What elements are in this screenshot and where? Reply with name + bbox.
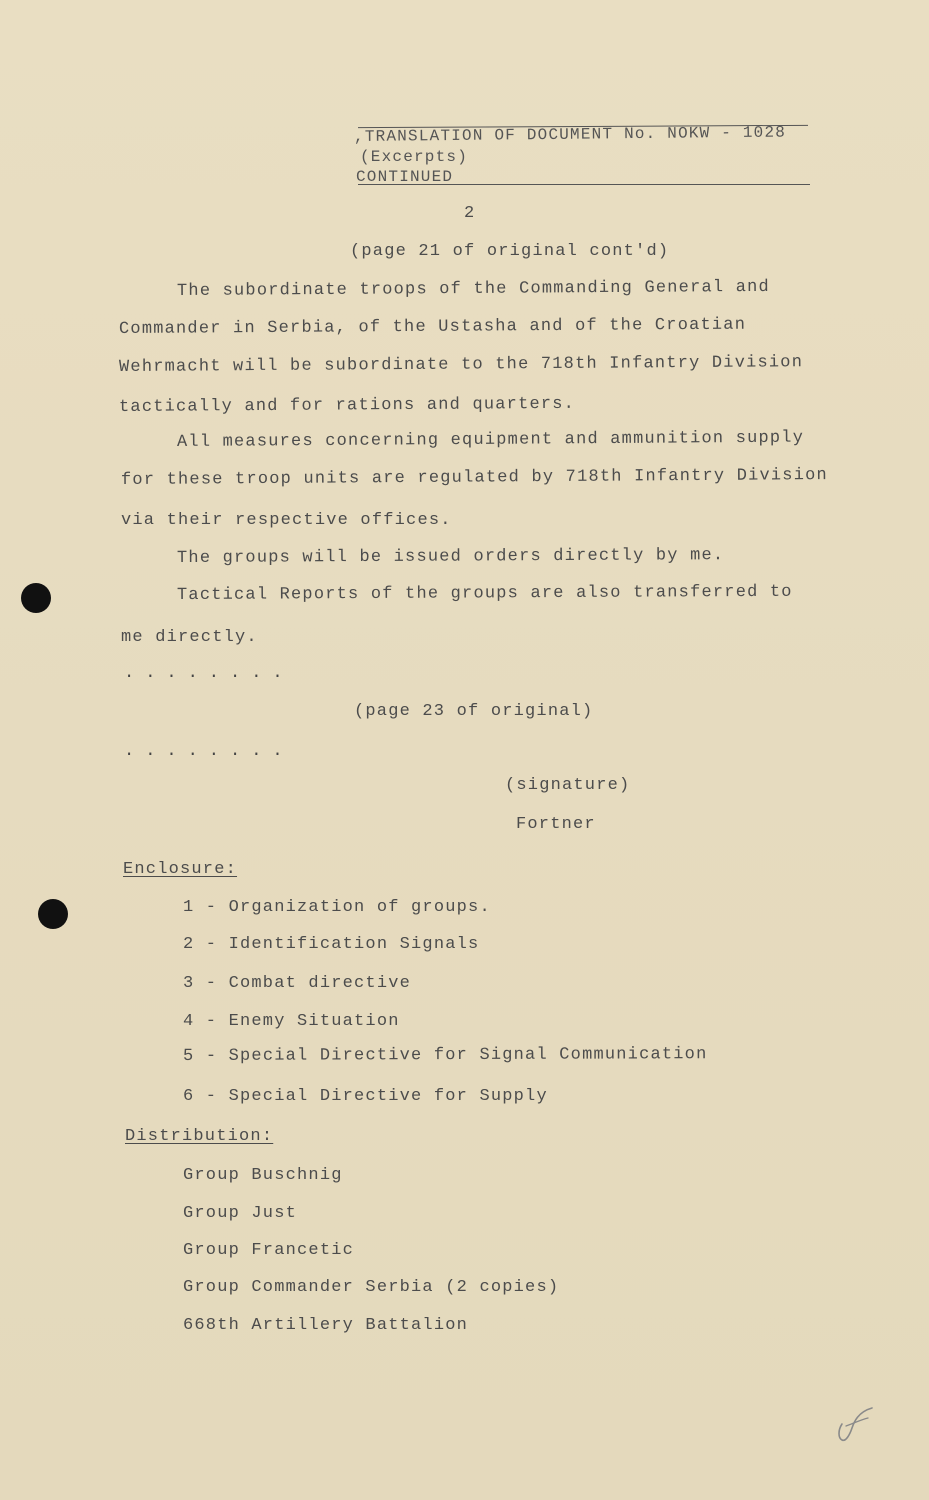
enclosure-item-2: 2 - Identification Signals xyxy=(183,935,480,954)
ellipsis-2: ........ xyxy=(124,742,294,761)
paragraph-2-line-2: for these troop units are regulated by 718th Infantry Division xyxy=(120,466,828,490)
distribution-item-5: 668th Artillery Battalion xyxy=(183,1316,469,1335)
page-number: 2 xyxy=(464,204,476,223)
signature-label: (signature) xyxy=(505,776,631,795)
paragraph-1-line-1: The subordinate troops of the Commanding General and xyxy=(176,277,770,301)
paragraph-1-line-4: tactically and for rations and quarters. xyxy=(118,394,576,417)
paragraph-4-line-2: me directly. xyxy=(121,628,258,647)
paragraph-1-line-2: Commander in Serbia, of the Ustasha and of the Croatian xyxy=(118,315,747,339)
enclosure-heading: Enclosure: xyxy=(123,860,238,879)
paragraph-2-line-1: All measures concerning equipment and ammunition supply xyxy=(176,428,805,452)
punch-hole-top xyxy=(21,583,51,613)
header-title: ,TRANSLATION OF DOCUMENT No. NOKW - 1028 xyxy=(353,123,787,146)
enclosure-item-1: 1 - Organization of groups. xyxy=(183,898,491,917)
page-reference-23: (page 23 of original) xyxy=(354,702,594,721)
handwritten-check-mark-icon xyxy=(832,1402,876,1446)
distribution-item-3: Group Francetic xyxy=(183,1241,355,1260)
punch-hole-bottom xyxy=(38,899,68,929)
paragraph-3: The groups will be issued orders directly by me. xyxy=(176,546,725,568)
paragraph-2-line-3: via their respective offices. xyxy=(121,511,452,530)
signature-name: Fortner xyxy=(516,815,596,834)
enclosure-item-3: 3 - Combat directive xyxy=(183,974,412,993)
distribution-item-2: Group Just xyxy=(183,1204,298,1223)
enclosure-item-6: 6 - Special Directive for Supply xyxy=(183,1087,548,1106)
header-bottom-rule xyxy=(358,184,810,185)
paragraph-4-line-1: Tactical Reports of the groups are also transferred to xyxy=(176,582,793,605)
ellipsis-1: ........ xyxy=(124,664,294,683)
enclosure-item-4: 4 - Enemy Situation xyxy=(183,1012,400,1031)
distribution-item-1: Group Buschnig xyxy=(183,1166,343,1185)
page-reference-21: (page 21 of original cont'd) xyxy=(350,242,670,261)
header-excerpts: (Excerpts) xyxy=(360,148,469,166)
distribution-item-4: Group Commander Serbia (2 copies) xyxy=(183,1278,560,1297)
enclosure-item-5: 5 - Special Directive for Signal Communication xyxy=(182,1045,708,1066)
header-continued: CONTINUED xyxy=(356,168,454,186)
distribution-heading: Distribution: xyxy=(125,1127,274,1146)
paragraph-1-line-3: Wehrmacht will be subordinate to the 718th Infantry Division xyxy=(118,353,804,377)
